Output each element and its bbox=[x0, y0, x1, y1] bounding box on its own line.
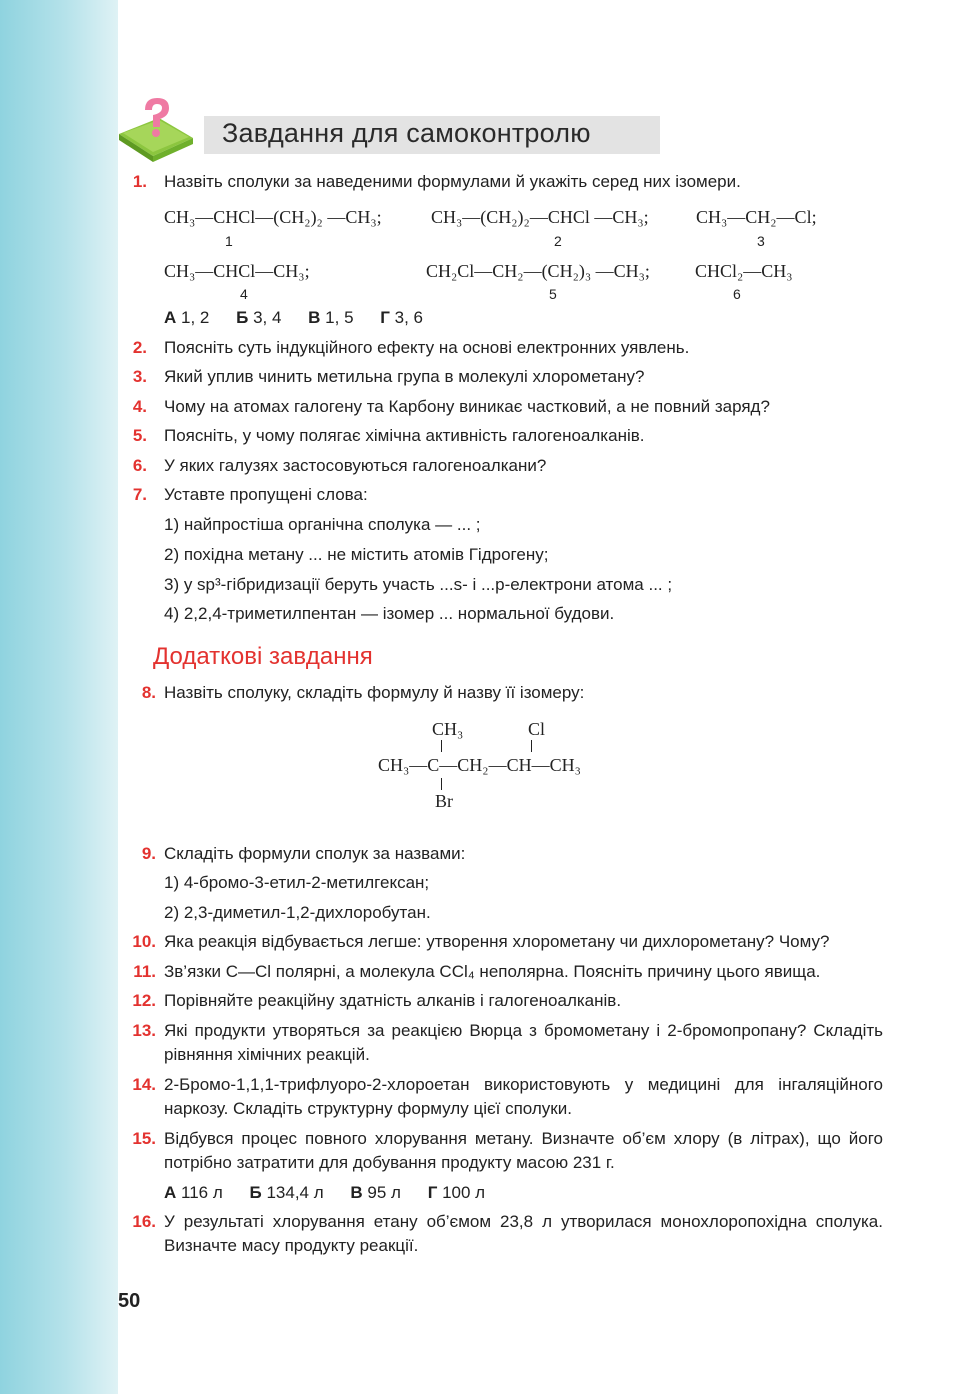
book-question-icon bbox=[115, 96, 197, 162]
formula-index: 1 bbox=[225, 233, 233, 249]
question-text: У результаті хлорування етану об’ємом 23,8 л утворилася монохлоропохідна сполука. Визначте масу продукту реакції. bbox=[164, 1212, 883, 1255]
formula: CH₃—CHCl—CH₃; bbox=[164, 261, 310, 281]
main-chain: CH₃—C—CH₂—CH—CH₃ bbox=[378, 755, 581, 775]
page-number: 50 bbox=[118, 1290, 141, 1312]
formula-index: 6 bbox=[733, 286, 741, 302]
question-number: 9. bbox=[141, 844, 156, 863]
question-text: Відбувся процес повного хлорування метану. Визначте об’єм хлору (в літрах), що його потрібно затратити для добування продукту масою 231 г. bbox=[164, 1129, 883, 1172]
substituent: Cl bbox=[528, 719, 546, 739]
side-color-strip bbox=[0, 0, 118, 1394]
question-number: 16. bbox=[132, 1212, 156, 1231]
formula-index: 4 bbox=[240, 286, 248, 302]
question-text: Складіть формули сполук за назвами: bbox=[164, 844, 466, 863]
bond-line bbox=[441, 778, 442, 790]
list-item: 1) 4-бромо-3-етил-2-метилгексан; bbox=[164, 873, 430, 892]
question-text: Поясніть суть індукційного ефекту на основі електронних уявлень. bbox=[164, 338, 690, 357]
question-text: Яка реакція відбувається легше: утворення хлорометану чи дихлорометану? Чому? bbox=[164, 932, 830, 951]
question-text: У яких галузях застосовуються галогеноалкани? bbox=[164, 456, 547, 475]
structural-formula bbox=[378, 717, 638, 817]
question-number: 5. bbox=[132, 426, 147, 445]
question-number: 15. bbox=[132, 1129, 156, 1148]
question-text: Чому на атомах галогену та Карбону виникає частковий, а не повний заряд? bbox=[164, 397, 770, 416]
formula: CH₃—(CH₂)₂—CHCl —CH₃; bbox=[431, 207, 649, 227]
question-number: 2. bbox=[132, 338, 147, 357]
formula-index: 3 bbox=[757, 233, 765, 249]
question-text: Які продукти утворяться за реакцією Вюрца з бромометану і 2-бромопропану? Складіть рівняння хімічних реакцій. bbox=[164, 1021, 883, 1064]
bond-line bbox=[441, 740, 442, 752]
answer-options: А 116 л Б 134,4 л В 95 л Г 100 л bbox=[164, 1183, 486, 1202]
answer-options: А 1, 2 Б 3, 4 В 1, 5 Г 3, 6 bbox=[164, 308, 423, 327]
question-number: 13. bbox=[132, 1021, 156, 1040]
question-text: Поясніть, у чому полягає хімічна активність галогеноалканів. bbox=[164, 426, 645, 445]
formula: CH₃—CH₂—Cl; bbox=[696, 207, 817, 227]
question-number: 3. bbox=[132, 367, 147, 386]
formula: CH₃—CHCl—(CH₂)₂ —CH₃; bbox=[164, 207, 382, 227]
list-item: 1) найпростіша органічна сполука — ... ; bbox=[164, 515, 481, 534]
question-text: Назвіть сполуку, складіть формулу й назву її ізомеру: bbox=[164, 683, 585, 702]
question-number: 7. bbox=[132, 485, 147, 504]
question-number: 6. bbox=[132, 456, 147, 475]
question-text: Зв’язки C—Cl полярні, а молекула CCl₄ неполярна. Поясніть причину цього явища. bbox=[164, 962, 821, 981]
question-text: Порівняйте реакційну здатність алканів і галогеноалканів. bbox=[164, 991, 622, 1010]
substituent: Br bbox=[435, 791, 453, 811]
formula-index: 5 bbox=[549, 286, 557, 302]
question-number: 14. bbox=[132, 1075, 156, 1094]
list-item: 3) у sp³-гібридизації беруть участь ...s- і ...p-електрони атома ... ; bbox=[164, 575, 673, 594]
substituent: CH₃ bbox=[432, 719, 464, 739]
question-number: 8. bbox=[141, 683, 156, 702]
list-item: 2) 2,3-диметил-1,2-дихлоробутан. bbox=[164, 903, 431, 922]
question-text: Назвіть сполуки за наведеними формулами й укажіть серед них ізомери. bbox=[164, 172, 741, 191]
question-number: 1. bbox=[132, 172, 147, 191]
question-number: 10. bbox=[132, 932, 156, 951]
question-text: Який уплив чинить метильна група в молекулі хлорометану? bbox=[164, 367, 645, 386]
formula-index: 2 bbox=[554, 233, 562, 249]
formula: CHCl₂—CH₃ bbox=[695, 261, 793, 281]
bond-line bbox=[531, 740, 532, 752]
question-number: 11. bbox=[133, 962, 156, 981]
question-text: 2-Бромо-1,1,1-трифлуоро-2-хлороетан використовують у медицині для інгаляційного наркозу. Складіть структурну формулу цієї сполуки. bbox=[164, 1075, 883, 1118]
formula: CH₂Cl—CH₂—(CH₂)₃ —CH₃; bbox=[426, 261, 650, 281]
question-number: 4. bbox=[132, 397, 147, 416]
page-title: Завдання для самоконтролю bbox=[222, 118, 591, 148]
question-number: 12. bbox=[132, 991, 156, 1010]
list-item: 4) 2,2,4-триметилпентан — ізомер ... нормальної будови. bbox=[164, 604, 615, 623]
list-item: 2) похідна метану ... не містить атомів Гідрогену; bbox=[164, 545, 549, 564]
section-title: Додаткові завдання bbox=[153, 643, 373, 670]
question-text: Уставте пропущені слова: bbox=[164, 485, 368, 504]
